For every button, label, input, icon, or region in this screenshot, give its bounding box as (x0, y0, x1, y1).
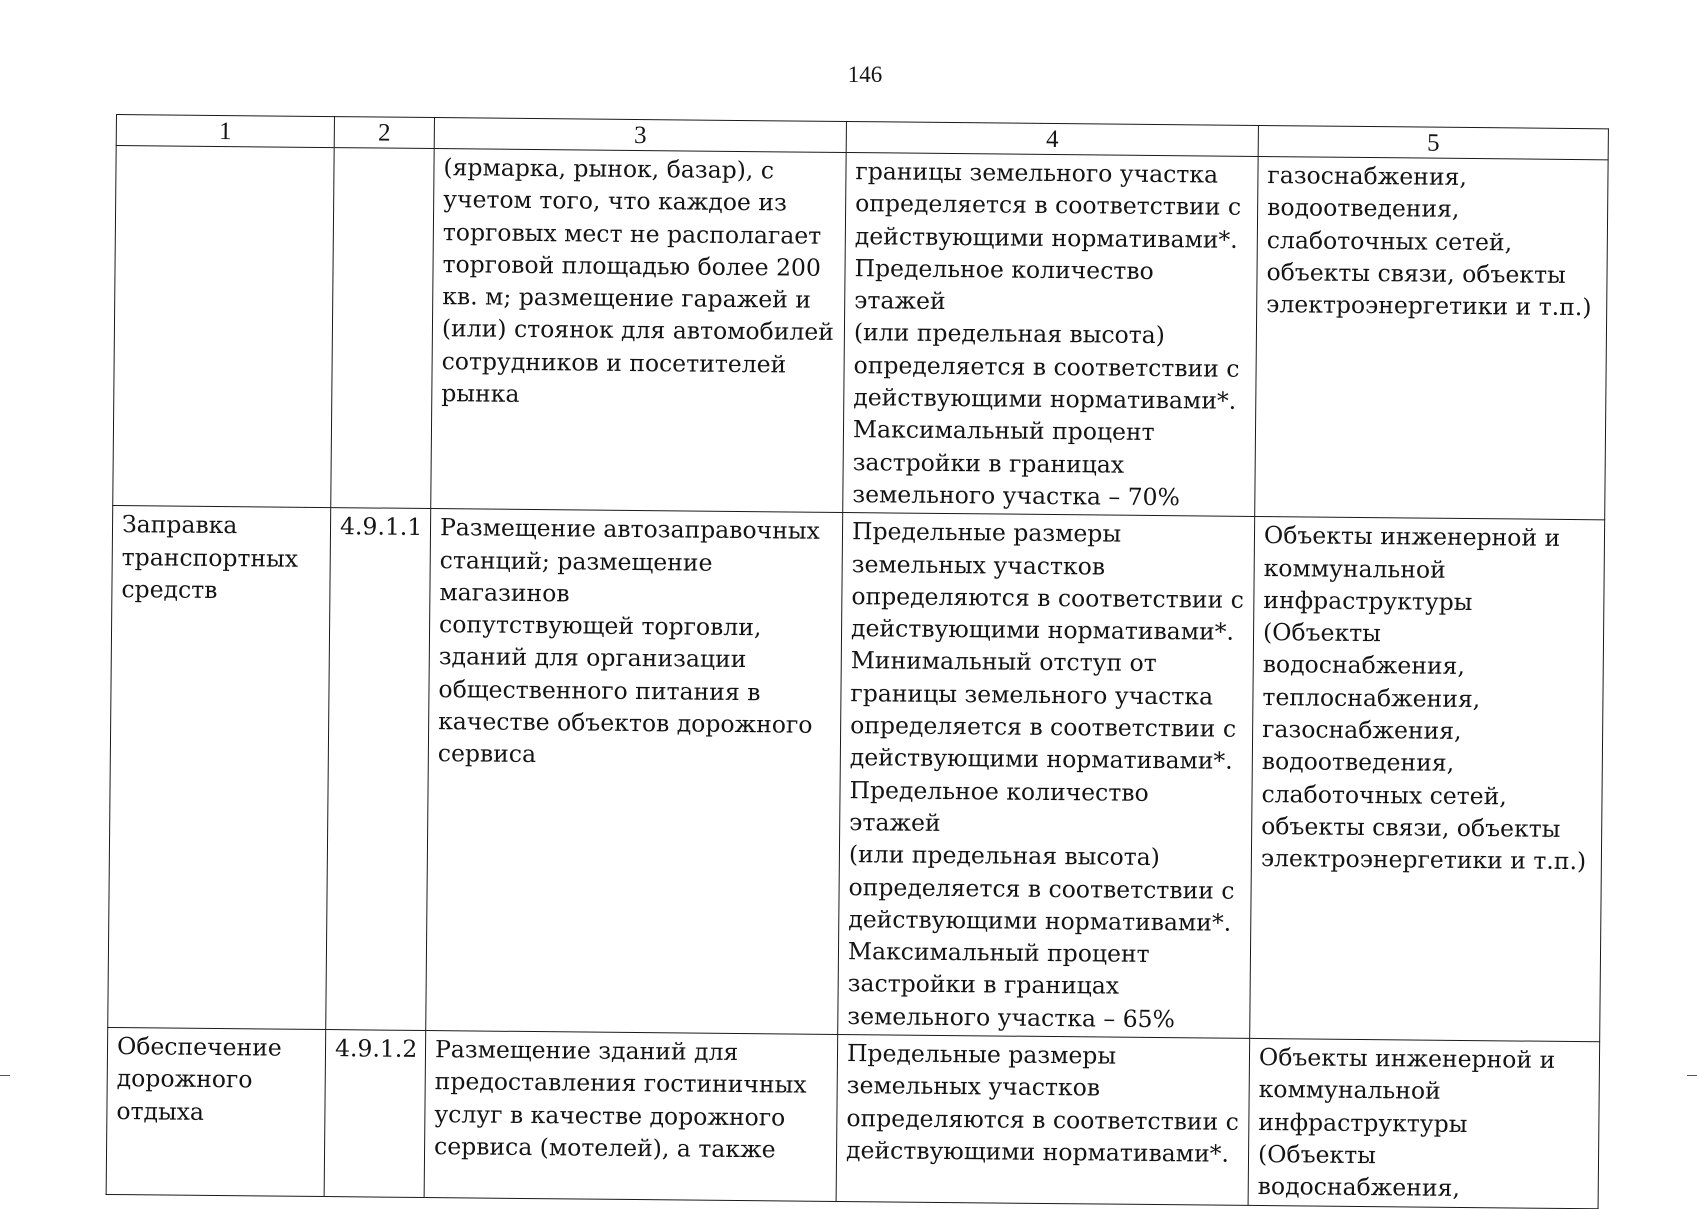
use-name-cell: Заправка транспортных средств (108, 506, 331, 1030)
column-header-1: 1 (116, 115, 334, 148)
column-header-3: 3 (434, 118, 846, 153)
parameters-cell: границы земельного участка определяется в соответствии с действующими нормативами*. Предельное количество этажей (или предельная высота) определяется в соответствии с действующими нормативами*. Максимальный процент застройки в границах земельного участка – 70% (843, 153, 1258, 517)
use-code-cell (331, 148, 434, 509)
table-row (106, 1027, 1600, 1208)
infrastructure-cell: Объекты инженерной и коммунальной инфраструктуры (Объекты водоснабжения, (1248, 1038, 1600, 1208)
column-header-4: 4 (846, 122, 1258, 157)
land-use-table (106, 114, 1609, 1209)
table-row (108, 506, 1605, 1042)
left-edge-mark (0, 1075, 10, 1076)
right-edge-mark (1687, 1075, 1697, 1076)
column-header-5: 5 (1258, 125, 1608, 159)
description-cell: Размещение зданий для предоставления гостиничных услуг в качестве дорожного сервиса (мотелей), а также (424, 1031, 838, 1201)
use-name-cell (113, 146, 334, 508)
use-code-cell: 4.9.1.2 (324, 1030, 426, 1197)
use-code-cell: 4.9.1.1 (326, 508, 431, 1031)
use-name-cell: Обеспечение дорожного отдыха (106, 1027, 326, 1196)
infrastructure-cell: газоснабжения, водоотведения, слаботочных сетей, объекты связи, объекты электроэнергетики и т.п.) (1255, 156, 1608, 520)
page-number: 146 (847, 62, 883, 87)
description-cell: Размещение автозаправочных станций; размещение магазинов сопутствующей торговли, зданий для организации общественного питания в качестве объектов дорожного сервиса (426, 509, 843, 1035)
parameters-cell: Предельные размеры земельных участков определяются в соответствии с действующими нормативами*. Минимальный отступ от границы земельного участка определяется в соответствии с действующими нормативами*. Предельное количество этажей (или предельная высота) определяется в соответствии с действующими нормативами*. Максимальный процент застройки в границах земельного участка – 65% (838, 513, 1255, 1039)
table-row (113, 146, 1608, 521)
parameters-cell: Предельные размеры земельных участков определяются в соответствии с действующими нормативами*. (836, 1034, 1250, 1204)
description-cell: (ярмарка, рынок, базар), с учетом того, что каждое из торговых мест не располагает торговой площадью более 200 кв. м; размещение гаражей и (или) стоянок для автомобилей сотрудников и посетителей рынка (431, 149, 846, 513)
column-header-2: 2 (334, 117, 434, 149)
infrastructure-cell: Объекты инженерной и коммунальной инфраструктуры (Объекты водоснабжения, теплоснабжения, газоснабжения, водоотведения, слаботочных сетей, объекты связи, объекты электроэнергетики и т.п.) (1250, 517, 1605, 1042)
table-container (106, 114, 1608, 1209)
